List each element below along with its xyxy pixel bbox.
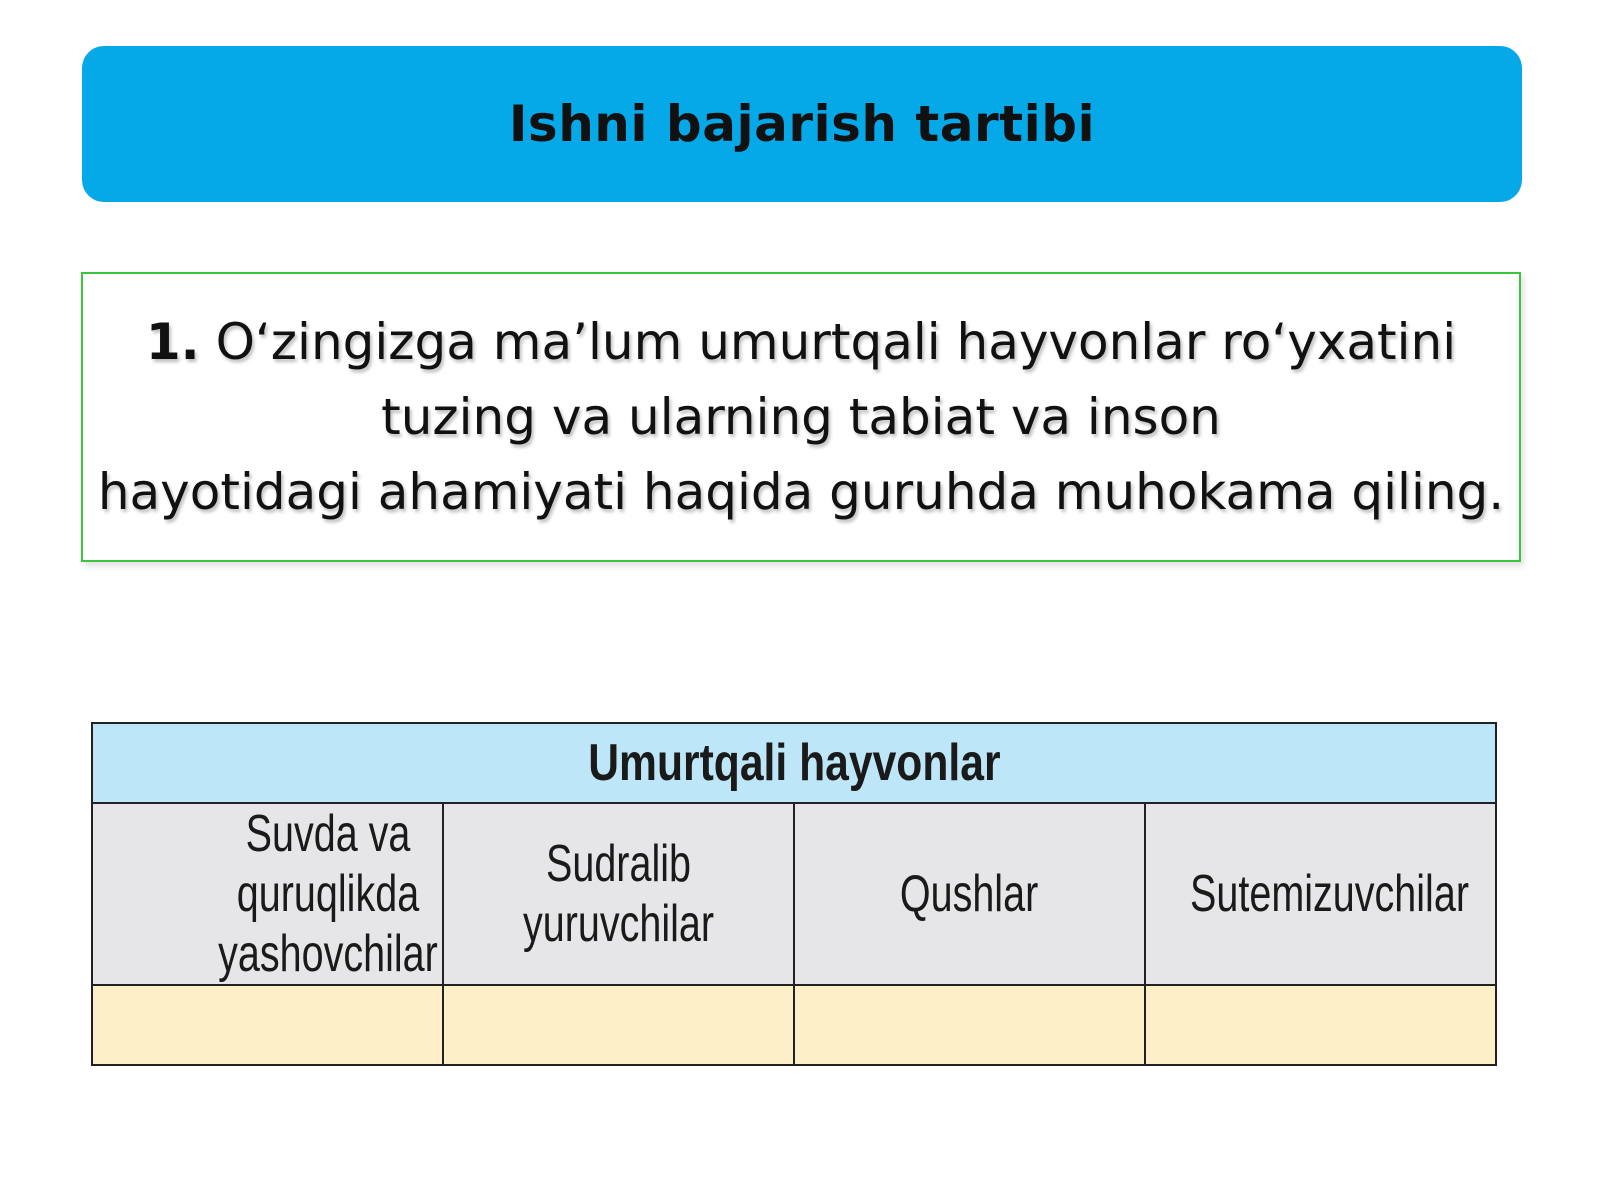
column-header-label: Sutemizuvchilar [1190,865,1469,923]
task-line-1: O‘zingizga ma’lum umurtqali hayvonlar ro‘yxatini [215,312,1457,371]
table-row [92,985,1496,1065]
task-box [81,272,1521,562]
page-title: Ishni bajarish tartibi [508,95,1096,153]
task-number: 1. [145,312,200,371]
column-header-label: Sudralib yuruvchilar [522,835,715,953]
column-header-mammals [1145,803,1496,985]
task-line-3: hayotidagi ahamiyati haqida guruhda muhokama qiling. [97,462,1505,521]
table-heading-row [92,723,1496,803]
vertebrates-table [91,722,1497,1066]
title-banner [82,46,1522,202]
column-header-row [92,803,1496,985]
task-line-2: tuzing va ularning tabiat va inson [381,387,1221,446]
table-cell[interactable] [443,985,794,1065]
table-cell[interactable] [92,985,443,1065]
table-heading [92,723,1496,803]
column-header-birds [794,803,1145,985]
column-header-label: Qushlar [900,865,1039,923]
table-cell[interactable] [1145,985,1496,1065]
table-heading-text: Umurtqali hayvonlar [587,734,1001,792]
column-header-label: Suvda va quruqlikda yashovchilar [218,805,438,983]
table-cell[interactable] [794,985,1145,1065]
task-text [98,305,1504,530]
column-header-amphibians [92,803,443,985]
